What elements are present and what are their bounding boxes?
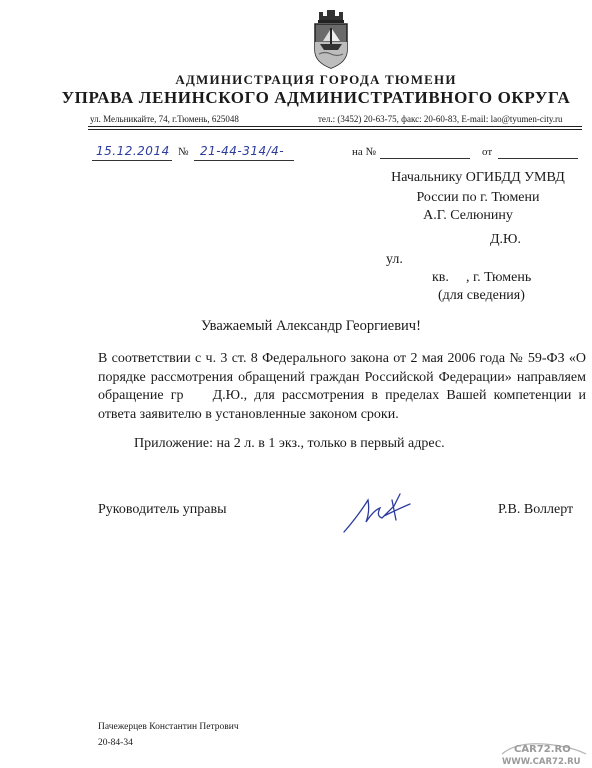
org-name-city: АДМИНИСТРАЦИЯ ГОРОДА ТЮМЕНИ xyxy=(175,72,457,87)
executor-name: Пачежерцев Константин Петрович xyxy=(98,722,239,732)
executor-phone: 20-84-34 xyxy=(98,738,133,748)
recipient-line-1: Начальнику ОГИБДД УМВД xyxy=(391,170,565,185)
incoming-date-line xyxy=(498,158,578,159)
letter-greeting: Уважаемый Александр Георгиевич! xyxy=(201,318,421,334)
handwritten-signature xyxy=(340,486,420,536)
watermark-url: WWW.CAR72.RU xyxy=(502,757,581,767)
header-divider-thin xyxy=(88,129,582,130)
apartment-prefix: кв. xyxy=(432,270,449,285)
incoming-date-label: от xyxy=(482,146,493,158)
city-emblem-icon xyxy=(311,8,351,70)
recipient-line-2: России по г. Тюмени xyxy=(416,190,540,205)
signatory-position: Руководитель управы xyxy=(98,502,227,517)
attachment-note: Приложение: на 2 л. в 1 экз., только в первый адрес. xyxy=(134,436,445,451)
signatory-name: Р.В. Воллерт xyxy=(498,502,574,517)
incoming-number-label: на № xyxy=(352,146,377,158)
registration-date: 15.12.2014 xyxy=(96,144,170,158)
number-underline xyxy=(194,160,294,161)
registration-number: 21-44-314/4- xyxy=(200,144,285,158)
registration-number-sign: № xyxy=(178,146,189,158)
org-address: ул. Мельникайте, 74, г.Тюмень, 625048 xyxy=(90,114,239,124)
street-prefix: ул. xyxy=(386,252,403,267)
site-watermark xyxy=(496,738,592,768)
secondary-recipient-initials: Д.Ю. xyxy=(490,232,521,247)
org-contacts: тел.: (3452) 20-63-75, факс: 20-60-83, E-mail: lao@tyumen-city.ru xyxy=(318,114,563,124)
incoming-number-line xyxy=(380,158,470,159)
header-divider xyxy=(88,126,582,127)
recipient-note: (для сведения) xyxy=(438,288,525,303)
letter-body xyxy=(98,350,586,424)
city-name: , г. Тюмень xyxy=(466,270,532,285)
date-underline xyxy=(92,160,172,161)
paragraph-start: В соответствии с ч. 3 ст. 8 Федерального закона от 2 мая 2006 года № 59-ФЗ «О порядке рассмотрения обращений граждан Российской Федерации» направляем обращение гр xyxy=(98,351,586,403)
paragraph-end: Д.Ю., для рассмотрения в пределах Вашей компетенции и ответа заявителю в установленные законом сроки. xyxy=(98,388,586,422)
watermark-logo: CAR72.RO xyxy=(514,744,571,755)
recipient-line-3: А.Г. Селюнину xyxy=(423,208,513,223)
org-name-district: УПРАВА ЛЕНИНСКОГО АДМИНИСТРАТИВНОГО ОКРУГА xyxy=(61,88,571,107)
